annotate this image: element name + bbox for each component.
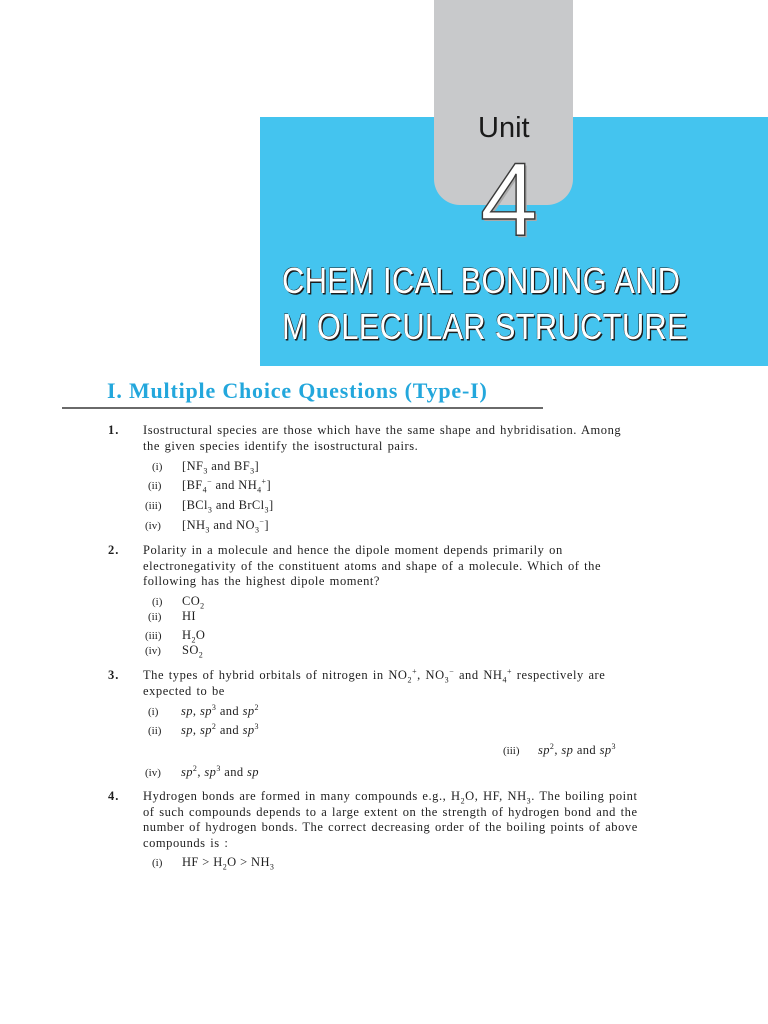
chapter-title-line-2: M OLECULAR STRUCTURE (282, 306, 688, 347)
question-number: 2. (108, 543, 120, 557)
question-number: 1. (108, 423, 120, 437)
question-number: 3. (108, 668, 120, 682)
option-1-ii: (ii) [$BF_4^-$ and $NH_4^+$] (148, 476, 272, 495)
option-label: (i) (152, 461, 163, 473)
option-1-i: (i) [$NF_3$ and $BF_3$] (152, 459, 260, 476)
option-2-iv: (iv) $SO_2$ (145, 643, 204, 660)
option-1-iv: (iv) [$NH_3$ and $NO_3^-$] (145, 516, 269, 535)
question-stem: Hydrogen bonds are formed in many compounds e.g., $H_2O$, HF, $NH_3$. The boiling point of such compounds depends to a large extent on the strength of hydrogen bond and the number of hydrogen bonds. The correct decreasing order of the boiling points of above compounds is : (143, 789, 638, 850)
option-2-iii: (iii) $H_2O$ (145, 628, 206, 645)
option-label: (iii) (145, 630, 162, 642)
option-3-i: (i) sp, $sp^3$ and $sp^2$ (148, 702, 259, 718)
question-number: 4. (108, 789, 120, 803)
option-label: (ii) (148, 611, 162, 623)
question-stem: The types of hybrid orbitals of nitrogen in $NO_2^+$, $NO_3^-$ and $NH_4^+$ respectively are expected to be (143, 666, 606, 698)
option-label: (ii) (148, 480, 162, 492)
option-3-iii: (iii) $sp^2$, sp and $sp^3$ (503, 741, 616, 757)
chapter-title (282, 258, 686, 350)
option-label: (iii) (145, 500, 162, 512)
unit-number: 4 (480, 142, 538, 258)
option-label: (i) (152, 857, 163, 869)
option-1-iii: (iii) [BCl$_3$ and BrCl$_3$] (145, 498, 274, 515)
question-stem: Polarity in a molecule and hence the dipole moment depends primarily on electronegativity of the constituent atoms and shape of a molecule. Which of the following has the highest dipole moment? (143, 543, 602, 588)
option-2-i: (i) $CO_2$ (152, 594, 205, 611)
option-label: (i) (152, 596, 163, 608)
question-stem: Isostructural species are those which have the same shape and hybridisation. Among the given species identify the isostructural pairs. (143, 423, 622, 453)
option-label: (i) (148, 706, 159, 718)
option-3-ii: (ii) sp, $sp^2$ and $sp^3$ (148, 721, 259, 737)
section-divider (62, 407, 543, 409)
option-3-iv: (iv) $sp^2$, $sp^3$ and sp (145, 763, 259, 779)
chapter-title-line-1: CHEM ICAL BONDING AND (282, 260, 681, 301)
option-label: (iv) (145, 645, 161, 657)
option-label: (iv) (145, 520, 161, 532)
option-label: (ii) (148, 725, 162, 737)
option-2-ii: (ii) HI (148, 609, 196, 623)
option-label: (iv) (145, 767, 161, 779)
section-title: I. Multiple Choice Questions (Type-I) (107, 378, 488, 403)
option-label: (iii) (503, 745, 520, 757)
option-4-i: (i) HF > $H_2O > NH_3$ (152, 855, 275, 872)
unit-label: Unit (478, 112, 530, 144)
